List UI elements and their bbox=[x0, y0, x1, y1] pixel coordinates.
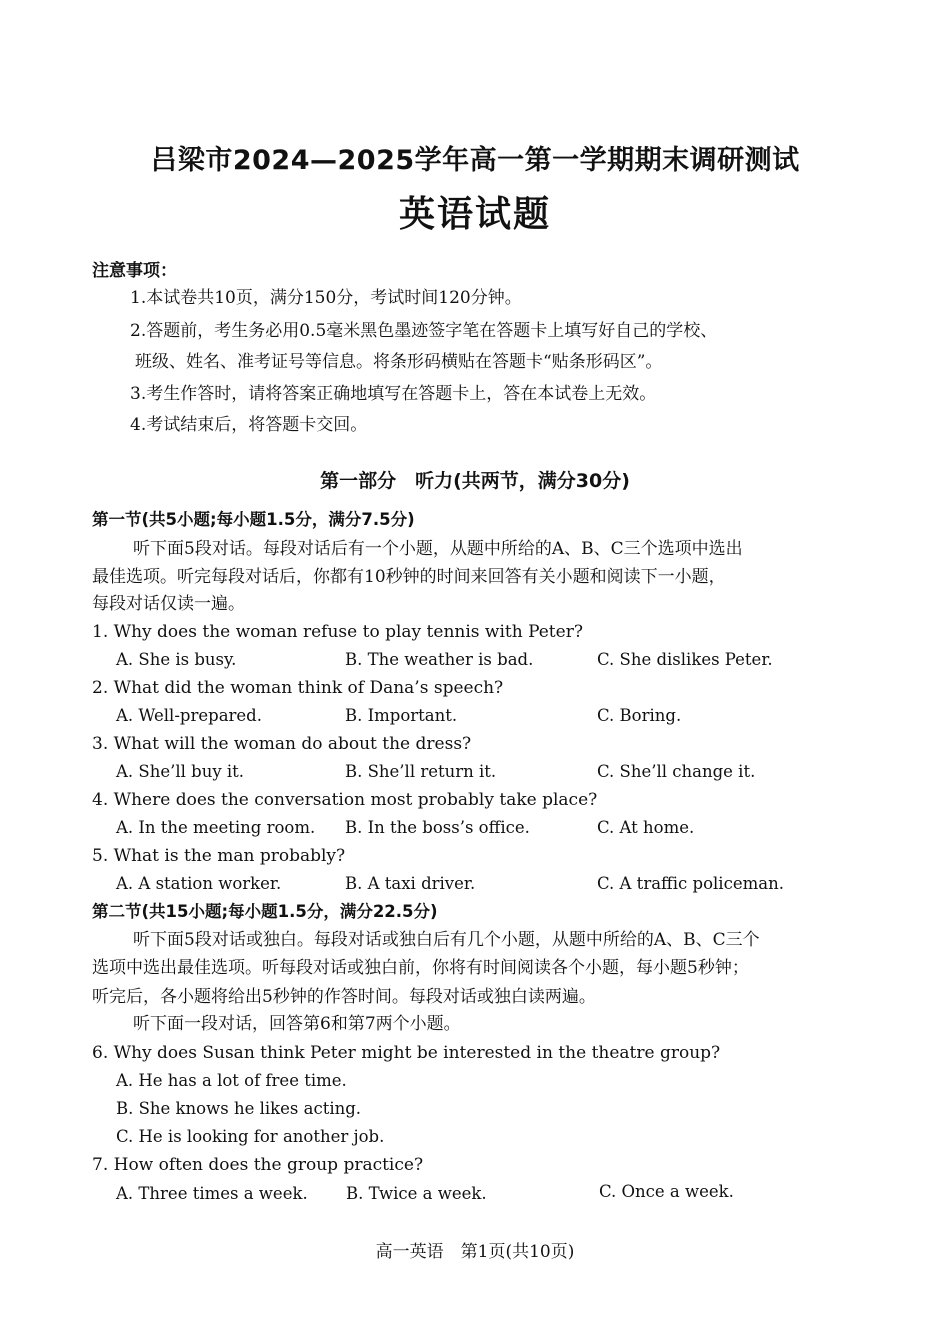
section2-instruction: 听完后，各小题将给出5秒钟的作答时间。每段对话或独白读两遍。 bbox=[92, 987, 596, 1007]
option-b: B. Important. bbox=[345, 706, 458, 725]
option-a: A. A station worker. bbox=[116, 874, 282, 893]
notice-heading: 注意事项： bbox=[92, 261, 177, 281]
notice-item: 班级、姓名、准考证号等信息。将条形码横贴在答题卡“贴条形码区”。 bbox=[135, 352, 663, 372]
section1-instruction: 每段对话仅读一遍。 bbox=[92, 594, 245, 614]
section1-instruction: 听下面5段对话。每段对话后有一个小题，从题中所给的A、B、C三个选项中选出 bbox=[133, 539, 743, 559]
notice-item: 3.考生作答时，请将答案正确地填写在答题卡上，答在本试卷上无效。 bbox=[130, 384, 657, 404]
question-3: 3. What will the woman do about the dress? bbox=[92, 734, 472, 754]
notice-item: 1.本试卷共10页，满分150分，考试时间120分钟。 bbox=[130, 288, 522, 308]
option-c: C. He is looking for another job. bbox=[116, 1127, 385, 1146]
option-c: C. A traffic policeman. bbox=[597, 874, 784, 893]
question-1: 1. Why does the woman refuse to play tennis with Peter? bbox=[92, 622, 583, 642]
option-a: A. He has a lot of free time. bbox=[116, 1071, 347, 1090]
option-b: B. In the boss’s office. bbox=[345, 818, 530, 837]
option-b: B. She’ll return it. bbox=[345, 762, 497, 781]
option-c: C. She’ll change it. bbox=[597, 762, 756, 781]
question-5: 5. What is the man probably? bbox=[92, 846, 346, 866]
section2-instruction: 选项中选出最佳选项。听每段对话或独白前，你将有时间阅读各个小题，每小题5秒钟； bbox=[92, 958, 749, 978]
option-a: A. Well-prepared. bbox=[116, 706, 262, 725]
notice-item: 2.答题前，考生务必用0.5毫米黑色墨迹签字笔在答题卡上填写好自己的学校、 bbox=[130, 321, 718, 341]
option-a: A. In the meeting room. bbox=[116, 818, 316, 837]
option-a: A. She’ll buy it. bbox=[116, 762, 245, 781]
question-2: 2. What did the woman think of Dana’s speech? bbox=[92, 678, 504, 698]
option-c: C. Boring. bbox=[597, 706, 682, 725]
part1-title: 第一部分 听力(共两节，满分30分) bbox=[320, 470, 630, 492]
question-4: 4. Where does the conversation most probably take place? bbox=[92, 790, 598, 810]
question-6: 6. Why does Susan think Peter might be interested in the theatre group? bbox=[92, 1043, 721, 1063]
option-b: B. Twice a week. bbox=[346, 1184, 487, 1203]
option-b: B. The weather is bad. bbox=[345, 650, 534, 669]
option-c: C. Once a week. bbox=[599, 1182, 734, 1201]
option-c: C. She dislikes Peter. bbox=[597, 650, 773, 669]
notice-item: 4.考试结束后，将答题卡交回。 bbox=[130, 415, 368, 435]
option-a: A. She is busy. bbox=[116, 650, 237, 669]
section1-instruction: 最佳选项。听完每段对话后，你都有10秒钟的时间来回答有关小题和阅读下一小题， bbox=[92, 567, 726, 587]
section1-heading: 第一节(共5小题;每小题1.5分，满分7.5分) bbox=[92, 510, 415, 529]
exam-title: 吕梁市2024—2025学年高一第一学期期末调研测试 bbox=[150, 145, 800, 176]
section2-heading: 第二节(共15小题;每小题1.5分，满分22.5分) bbox=[92, 902, 438, 921]
subject-title: 英语试题 bbox=[398, 193, 551, 235]
option-a: A. Three times a week. bbox=[116, 1184, 308, 1203]
option-b: B. She knows he likes acting. bbox=[116, 1099, 362, 1118]
page-footer: 高一英语 第1页(共10页) bbox=[375, 1242, 575, 1262]
dialog-intro: 听下面一段对话，回答第6和第7两个小题。 bbox=[133, 1014, 461, 1034]
section2-instruction: 听下面5段对话或独白。每段对话或独白后有几个小题，从题中所给的A、B、C三个 bbox=[133, 930, 760, 950]
option-c: C. At home. bbox=[597, 818, 695, 837]
option-b: B. A taxi driver. bbox=[345, 874, 476, 893]
question-7: 7. How often does the group practice? bbox=[92, 1155, 424, 1175]
